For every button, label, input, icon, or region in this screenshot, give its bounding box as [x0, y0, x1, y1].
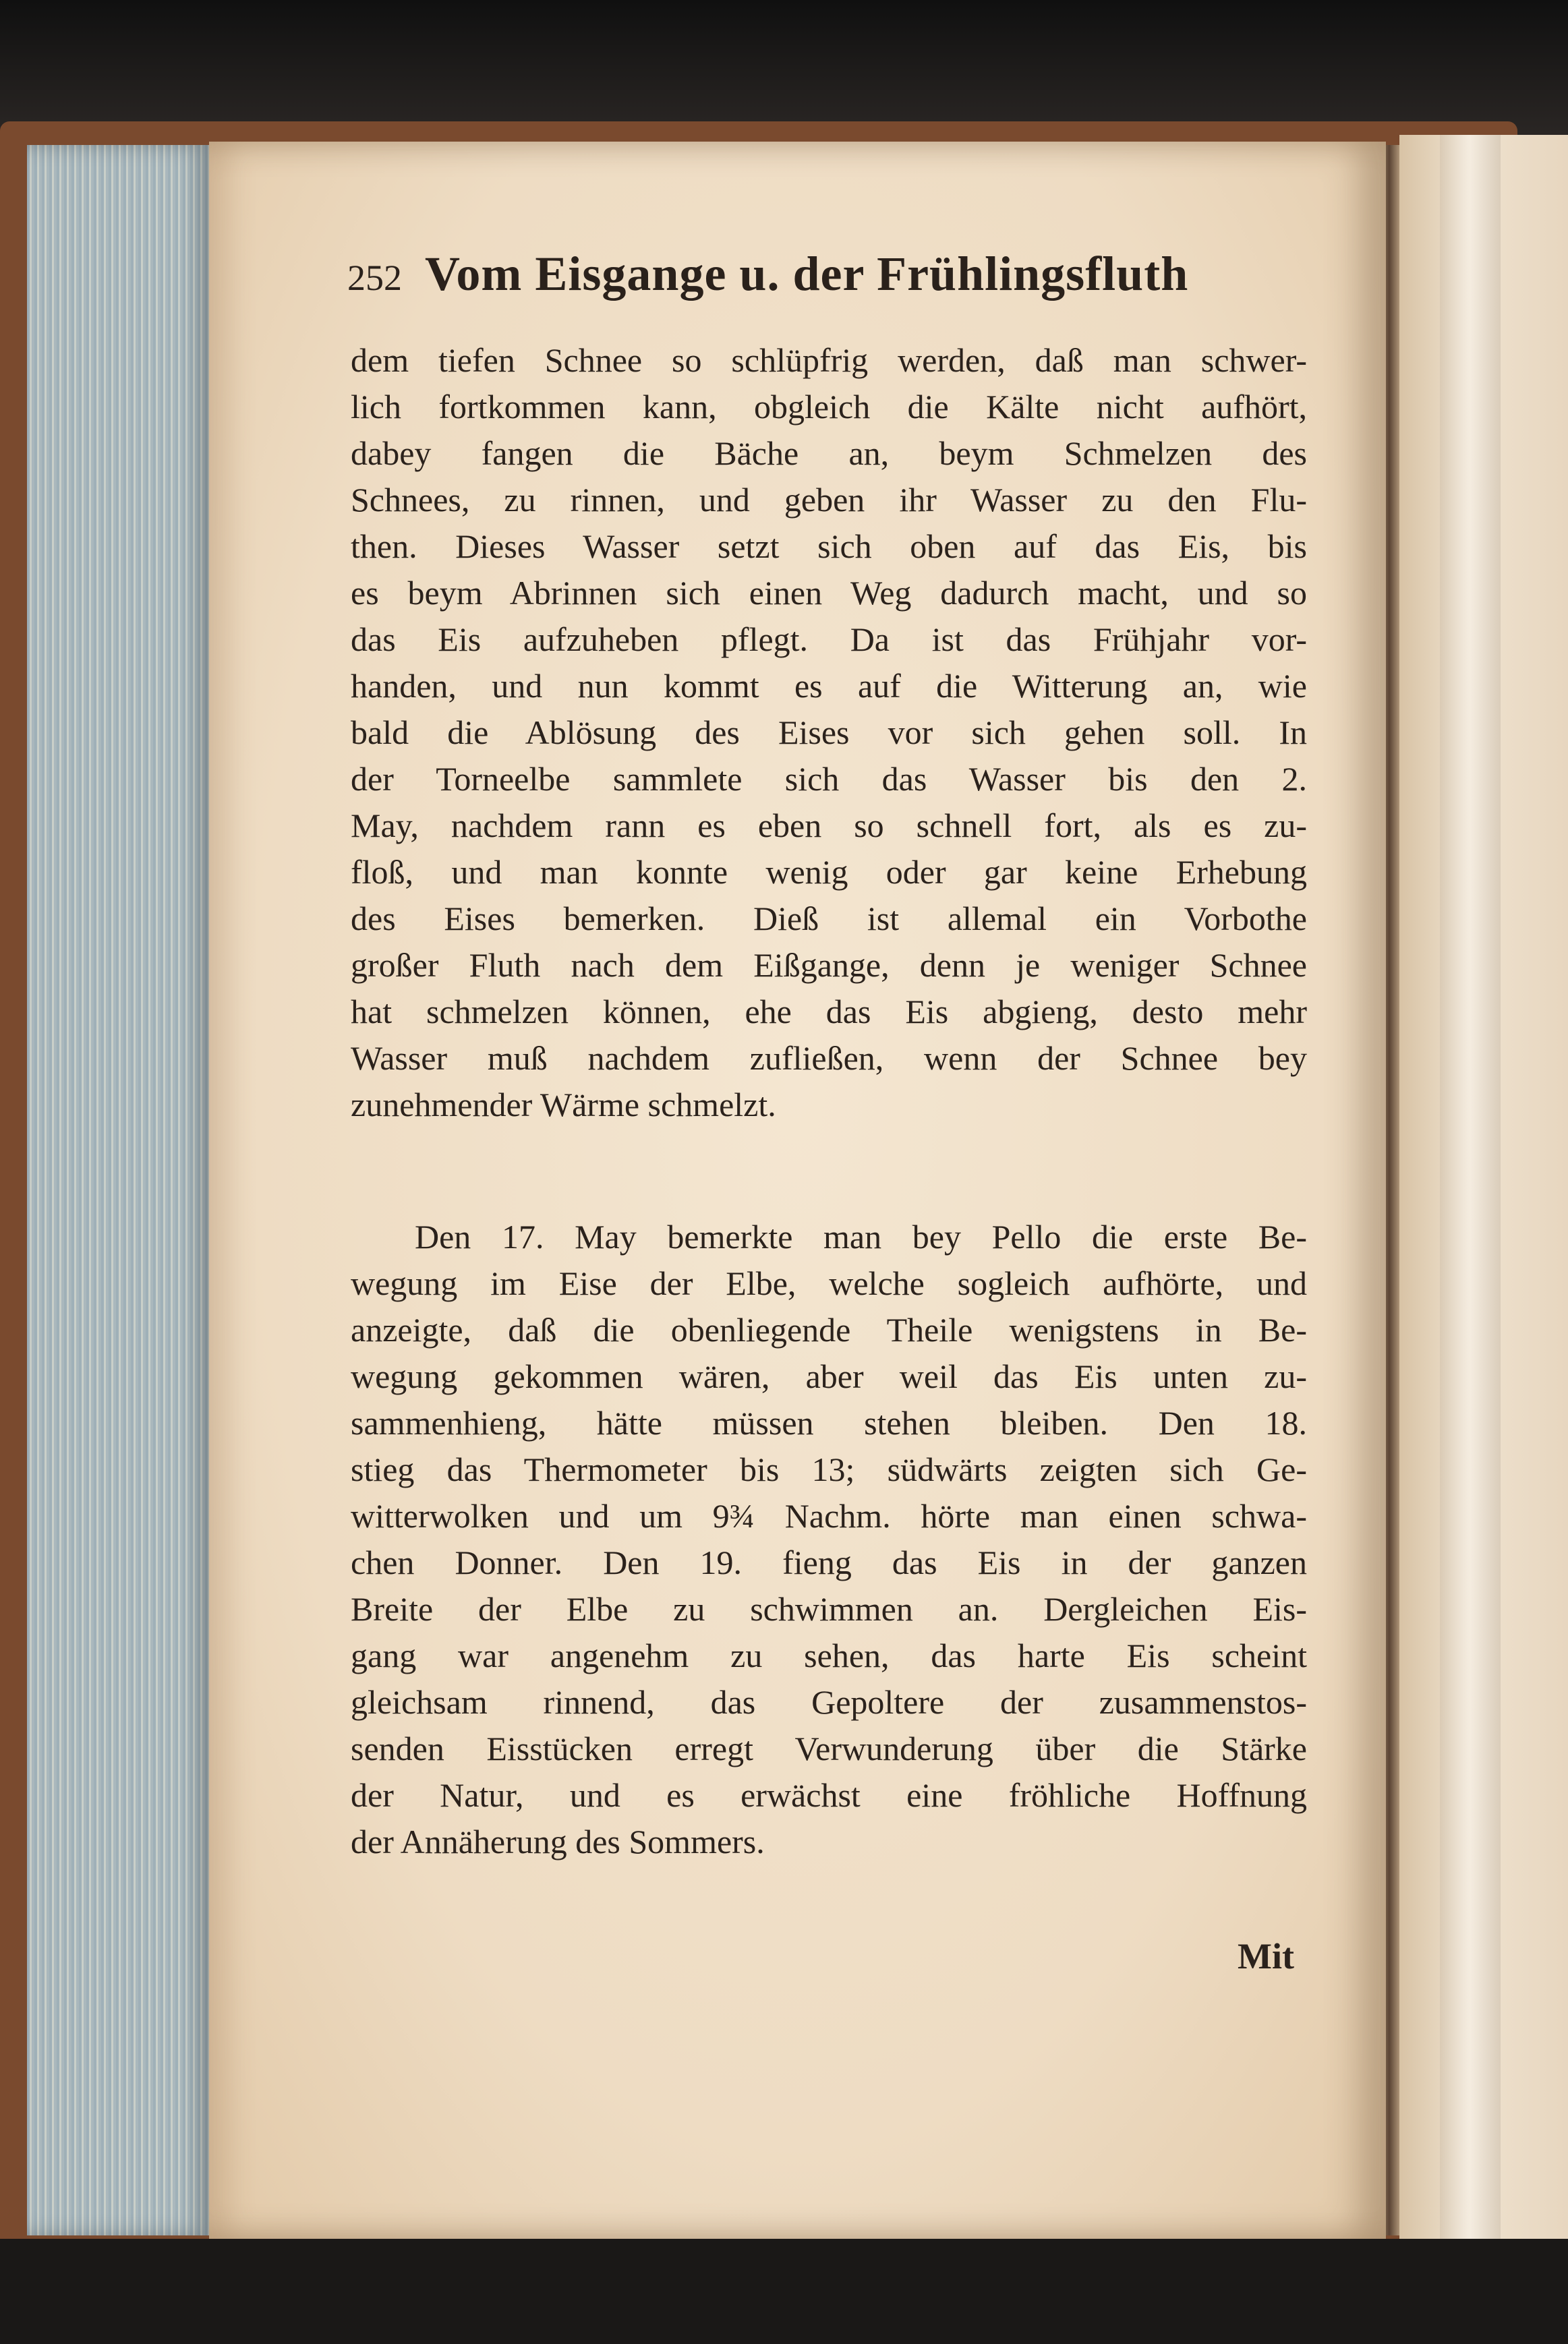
- text-line: Wasser muß nachdem zufließen, wenn der Schnee bey: [351, 1039, 1307, 1077]
- paragraph-2: [351, 1214, 1307, 1865]
- scan-background-bottom: [0, 2239, 1568, 2344]
- text-line: floß, und man konnte wenig oder gar keine Erhebung: [351, 853, 1307, 891]
- text-line: der Torneelbe sammlete sich das Wasser bis den 2.: [351, 760, 1307, 798]
- scan-background-top: [0, 0, 1568, 135]
- page-header: [347, 246, 1325, 307]
- text-line: Den 17. May bemerkte man bey Pello die erste Be-: [415, 1218, 1307, 1256]
- text-line: stieg das Thermometer bis 13; südwärts zeigten sich Ge-: [351, 1451, 1307, 1488]
- text-line: großer Fluth nach dem Eißgange, denn je weniger Schnee: [351, 946, 1307, 984]
- page-number: 252: [347, 258, 402, 298]
- text-line: then. Dieses Wasser setzt sich oben auf das Eis, bis: [351, 527, 1307, 565]
- text-line: der Annäherung des Sommers.: [351, 1823, 765, 1860]
- text-line: handen, und nun kommt es auf die Witterung an, wie: [351, 667, 1307, 705]
- text-line: anzeigte, daß die obenliegende Theile wenigstens in Be-: [351, 1311, 1307, 1349]
- text-line: dabey fangen die Bäche an, beym Schmelzen des: [351, 434, 1307, 472]
- text-line: es beym Abrinnen sich einen Weg dadurch macht, und so: [351, 574, 1307, 612]
- text-line: das Eis aufzuheben pflegt. Da ist das Frühjahr vor-: [351, 620, 1307, 658]
- text-line: wegung im Eise der Elbe, welche sogleich aufhörte, und: [351, 1264, 1307, 1302]
- running-title: Vom Eisgange u. der Frühlingsfluth: [425, 247, 1189, 301]
- paragraph-1: [351, 337, 1307, 1128]
- text-line: lich fortkommen kann, obgleich die Kälte nicht aufhört,: [351, 388, 1307, 426]
- text-line: gleichsam rinnend, das Gepoltere der zusammenstos-: [351, 1683, 1307, 1721]
- facing-page-fragment: [1399, 135, 1568, 2246]
- text-line: gang war angenehm zu sehen, das harte Eis scheint: [351, 1637, 1307, 1674]
- text-line: bald die Ablösung des Eises vor sich gehen soll. In: [351, 713, 1307, 751]
- text-line: sammenhieng, hätte müssen stehen bleiben. Den 18.: [351, 1404, 1307, 1442]
- text-line: witterwolken und um 9¾ Nachm. hörte man einen schwa-: [351, 1497, 1307, 1535]
- text-line: chen Donner. Den 19. fieng das Eis in der ganzen: [351, 1544, 1307, 1581]
- text-line: May, nachdem rann es eben so schnell fort, als es zu-: [351, 807, 1307, 844]
- text-line: dem tiefen Schnee so schlüpfrig werden, daß man schwer-: [351, 341, 1307, 379]
- catchword: Mit: [1238, 1936, 1294, 1976]
- text-line: des Eises bemerken. Dieß ist allemal ein Vorbothe: [351, 900, 1307, 937]
- text-line: hat schmelzen können, ehe das Eis abgieng, desto mehr: [351, 993, 1307, 1030]
- text-line: der Natur, und es erwächst eine fröhliche Hoffnung: [351, 1776, 1307, 1814]
- text-line: wegung gekommen wären, aber weil das Eis unten zu-: [351, 1357, 1307, 1395]
- text-line: Schnees, zu rinnen, und geben ihr Wasser zu den Flu-: [351, 481, 1307, 519]
- text-line: Breite der Elbe zu schwimmen an. Dergleichen Eis-: [351, 1590, 1307, 1628]
- text-line: senden Eisstücken erregt Verwunderung über die Stärke: [351, 1730, 1307, 1767]
- page-block-edges: [27, 145, 212, 2235]
- text-line: zunehmender Wärme schmelzt.: [351, 1086, 776, 1123]
